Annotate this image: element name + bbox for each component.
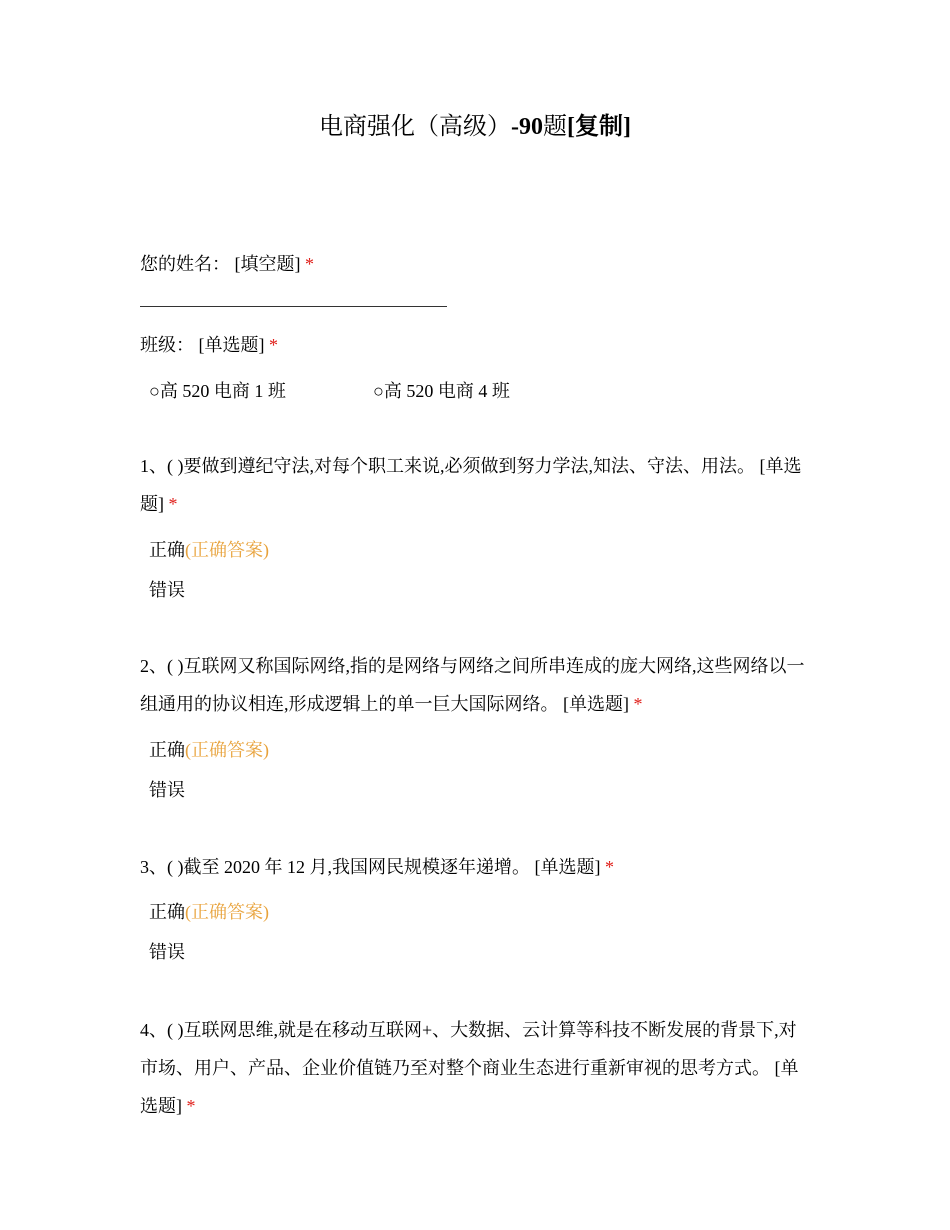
page-title: [0, 110, 950, 144]
required-mark: *: [633, 694, 643, 714]
name-question-type: [填空题]: [234, 254, 301, 274]
correct-answer-tag: (正确答案): [185, 740, 269, 760]
title-middle: 题: [543, 114, 567, 140]
question-2-option-true[interactable]: [149, 738, 269, 762]
option-label: 正确: [149, 902, 185, 922]
class-question: [140, 326, 812, 364]
question-type: [单选题]: [140, 456, 802, 514]
question-3-option-true[interactable]: [149, 900, 269, 924]
question-1-option-false[interactable]: 错误: [149, 580, 185, 600]
required-mark: *: [605, 857, 614, 877]
question-text: 1、( )要做到遵纪守法,对每个职工来说,必须做到努力学法,知法、守法、用法。: [140, 456, 755, 476]
name-input-line[interactable]: [140, 306, 447, 307]
question-2-option-false[interactable]: 错误: [149, 780, 185, 800]
question-2: [140, 647, 812, 723]
question-type: [单选题]: [534, 857, 601, 877]
question-type: [单选题]: [140, 1058, 799, 1116]
question-text: 3、( )截至 2020 年 12 月,我国网民规模逐年递增。: [140, 857, 530, 877]
required-mark: *: [269, 335, 278, 355]
required-mark: *: [305, 254, 314, 274]
class-question-type: [单选题]: [198, 335, 265, 355]
class-option-4[interactable]: ○高 520 电商 4 班: [373, 381, 510, 401]
question-type: [单选题]: [563, 694, 629, 714]
title-suffix: -90: [511, 114, 543, 140]
question-3: [140, 848, 812, 886]
class-option-1[interactable]: ○高 520 电商 1 班: [149, 381, 286, 401]
name-question-label: 您的姓名：: [140, 254, 230, 274]
question-4: [140, 1011, 812, 1125]
required-mark: *: [186, 1096, 196, 1116]
question-1-option-true[interactable]: [149, 538, 269, 562]
correct-answer-tag: (正确答案): [185, 540, 269, 560]
question-1: [140, 447, 812, 523]
option-label: 正确: [149, 740, 185, 760]
option-label: 正确: [149, 540, 185, 560]
required-mark: *: [168, 494, 178, 514]
name-question: [140, 245, 812, 283]
correct-answer-tag: (正确答案): [185, 902, 269, 922]
question-3-option-false[interactable]: 错误: [149, 942, 185, 962]
question-text: 2、( )互联网又称国际网络,指的是网络与网络之间所串连成的庞大网络,这些网络以一组通用的协议相连,形成逻辑上的单一巨大国际网络。: [140, 656, 805, 714]
title-end: [复制]: [567, 114, 631, 140]
title-prefix: 电商强化（高级）: [319, 114, 511, 140]
class-question-label: 班级：: [140, 335, 194, 355]
question-text: 4、( )互联网思维,就是在移动互联网+、大数据、云计算等科技不断发展的背景下,对市场、用户、产品、企业价值链乃至对整个商业生态进行重新审视的思考方式。: [140, 1020, 797, 1078]
